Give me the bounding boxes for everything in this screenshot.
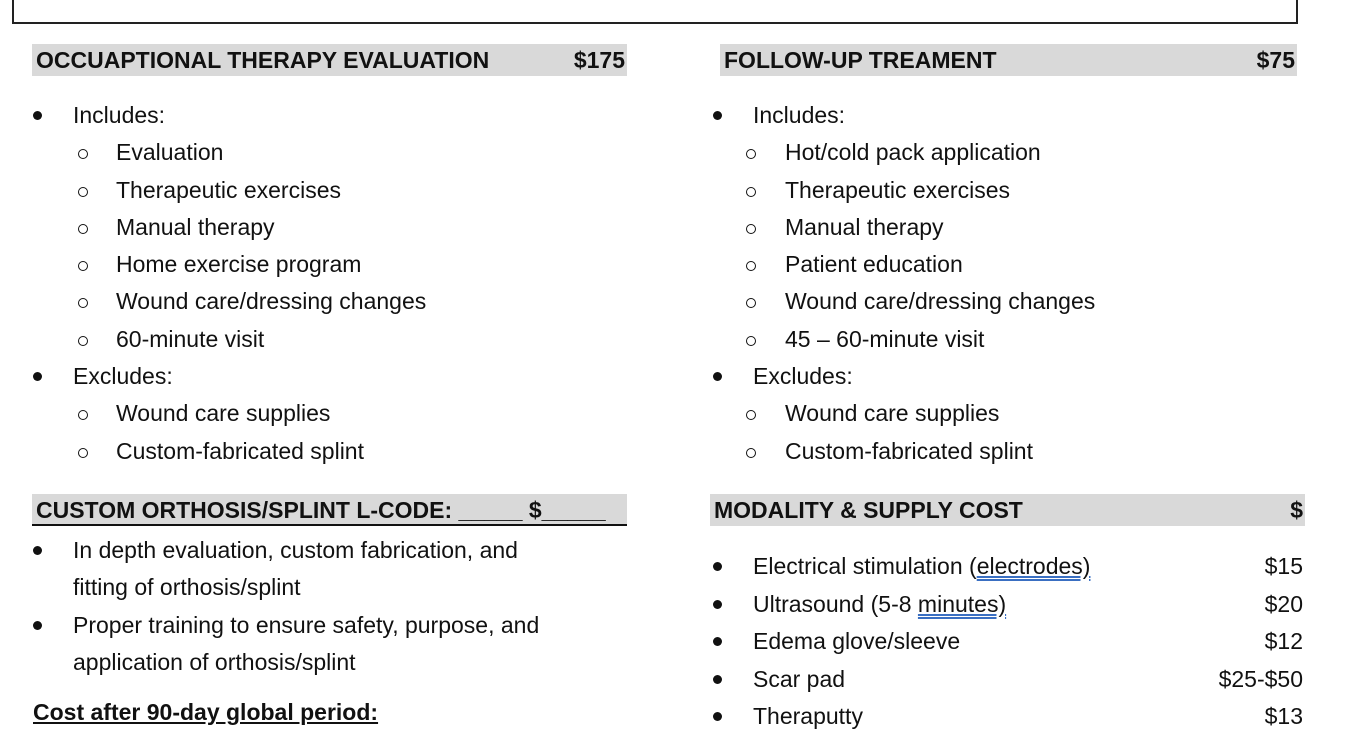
ot-evaluation-header [32,44,627,76]
follow-up-price: $75 [1256,47,1295,73]
bullet-icon [713,675,722,684]
orthosis-header [32,494,627,526]
cost-after-global-period-heading: Cost after 90-day global period: [33,699,379,725]
modality-item-label: Ultrasound (5-8 minutes) [753,590,1007,617]
modality-item-label: Electrical stimulation (electrodes) [753,553,1091,579]
electrodes-link[interactable]: electrodes) [976,553,1091,579]
circle-bullet-icon [78,187,88,197]
list-item [10,644,630,681]
list-item [700,97,1300,134]
modality-item-price: $12 [1264,628,1303,654]
list-item [10,246,630,283]
include-item: Therapeutic exercises [116,176,341,203]
list-item [700,358,1300,395]
circle-bullet-icon [78,410,88,420]
bullet-icon [33,111,42,120]
list-item [10,358,630,395]
list-item [700,134,1300,171]
include-item: Manual therapy [785,213,944,240]
circle-bullet-icon [78,224,88,234]
list-item [10,97,630,134]
include-item: Therapeutic exercises [785,176,1010,203]
modality-item-price: $15 [1264,553,1303,579]
bullet-icon [713,712,722,721]
modality-header [710,494,1305,526]
includes-label: Includes: [753,102,846,128]
follow-up-header [720,44,1297,76]
list-item [700,172,1300,209]
circle-bullet-icon [746,410,756,420]
includes-label: Includes: [73,102,166,128]
circle-bullet-icon [78,261,88,271]
bullet-icon [713,372,722,381]
bullet-icon [713,600,722,609]
modality-item-price: $13 [1264,703,1303,729]
list-item [10,321,630,358]
circle-bullet-icon [78,298,88,308]
include-item: Evaluation [116,139,224,166]
circle-bullet-icon [746,336,756,346]
list-item [10,172,630,209]
bullet-icon [713,562,722,571]
modality-title: MODALITY & SUPPLY COST [714,497,1023,523]
modality-item-label: Scar pad [753,665,846,692]
orthosis-item-continued: fitting of orthosis/splint [73,574,301,601]
circle-bullet-icon [746,149,756,159]
modality-item-price: $20 [1264,590,1303,617]
include-item: 45 – 60-minute visit [785,325,985,352]
include-item: Home exercise program [116,251,362,278]
list-item [700,623,1303,661]
bullet-icon [33,372,42,381]
list-item [10,134,630,171]
orthosis-item-continued: application of orthosis/splint [73,648,356,675]
circle-bullet-icon [78,448,88,458]
list-item [10,283,630,320]
include-item: Wound care/dressing changes [116,288,427,315]
circle-bullet-icon [78,336,88,346]
list-item [700,246,1300,283]
modality-item-label: Theraputty [753,703,863,729]
exclude-item: Wound care supplies [785,400,1000,427]
include-item: Patient education [785,251,963,278]
list-item [700,548,1303,586]
list-item [10,532,630,569]
list-item [10,569,630,606]
list-item [700,283,1300,320]
modality-item-price: $25-$50 [1218,665,1303,692]
orthosis-list [10,532,630,681]
top-notice-box [12,0,1298,24]
bullet-icon [713,111,722,120]
exclude-item: Wound care supplies [116,400,331,427]
modality-list [700,548,1303,730]
circle-bullet-icon [746,298,756,308]
include-item: Hot/cold pack application [785,139,1041,166]
list-item [10,433,630,470]
list-item [700,209,1300,246]
orthosis-item: Proper training to ensure safety, purpose, and [73,611,540,638]
modality-item-label: Edema glove/sleeve [753,628,961,654]
circle-bullet-icon [746,224,756,234]
list-item [700,586,1303,624]
circle-bullet-icon [78,149,88,159]
list-item [700,661,1303,699]
orthosis-title: CUSTOM ORTHOSIS/SPLINT L-CODE: _____ $_____ [36,497,606,523]
excludes-label: Excludes: [73,363,173,390]
exclude-item: Custom-fabricated splint [785,437,1033,464]
list-item [700,395,1300,432]
modality-price-header: $ [1290,497,1303,523]
include-item: Manual therapy [116,213,275,240]
excludes-label: Excludes: [753,363,853,390]
include-item: Wound care/dressing changes [785,288,1096,315]
circle-bullet-icon [746,187,756,197]
ot-evaluation-price: $175 [573,47,625,73]
minutes-link[interactable]: minutes) [917,590,1007,617]
orthosis-item: In depth evaluation, custom fabrication, and [73,537,518,563]
list-item [700,698,1303,730]
ot-evaluation-list [10,97,630,470]
list-item [10,395,630,432]
ot-evaluation-title: OCCUAPTIONAL THERAPY EVALUATION [36,47,490,73]
list-item [700,321,1300,358]
bullet-icon [33,621,42,630]
list-item [10,209,630,246]
bullet-icon [33,546,42,555]
bullet-icon [713,637,722,646]
follow-up-list [700,97,1300,470]
circle-bullet-icon [746,448,756,458]
follow-up-title: FOLLOW-UP TREAMENT [724,47,997,73]
list-item [700,433,1300,470]
circle-bullet-icon [746,261,756,271]
list-item [10,607,630,644]
include-item: 60-minute visit [116,325,265,352]
exclude-item: Custom-fabricated splint [116,437,364,464]
